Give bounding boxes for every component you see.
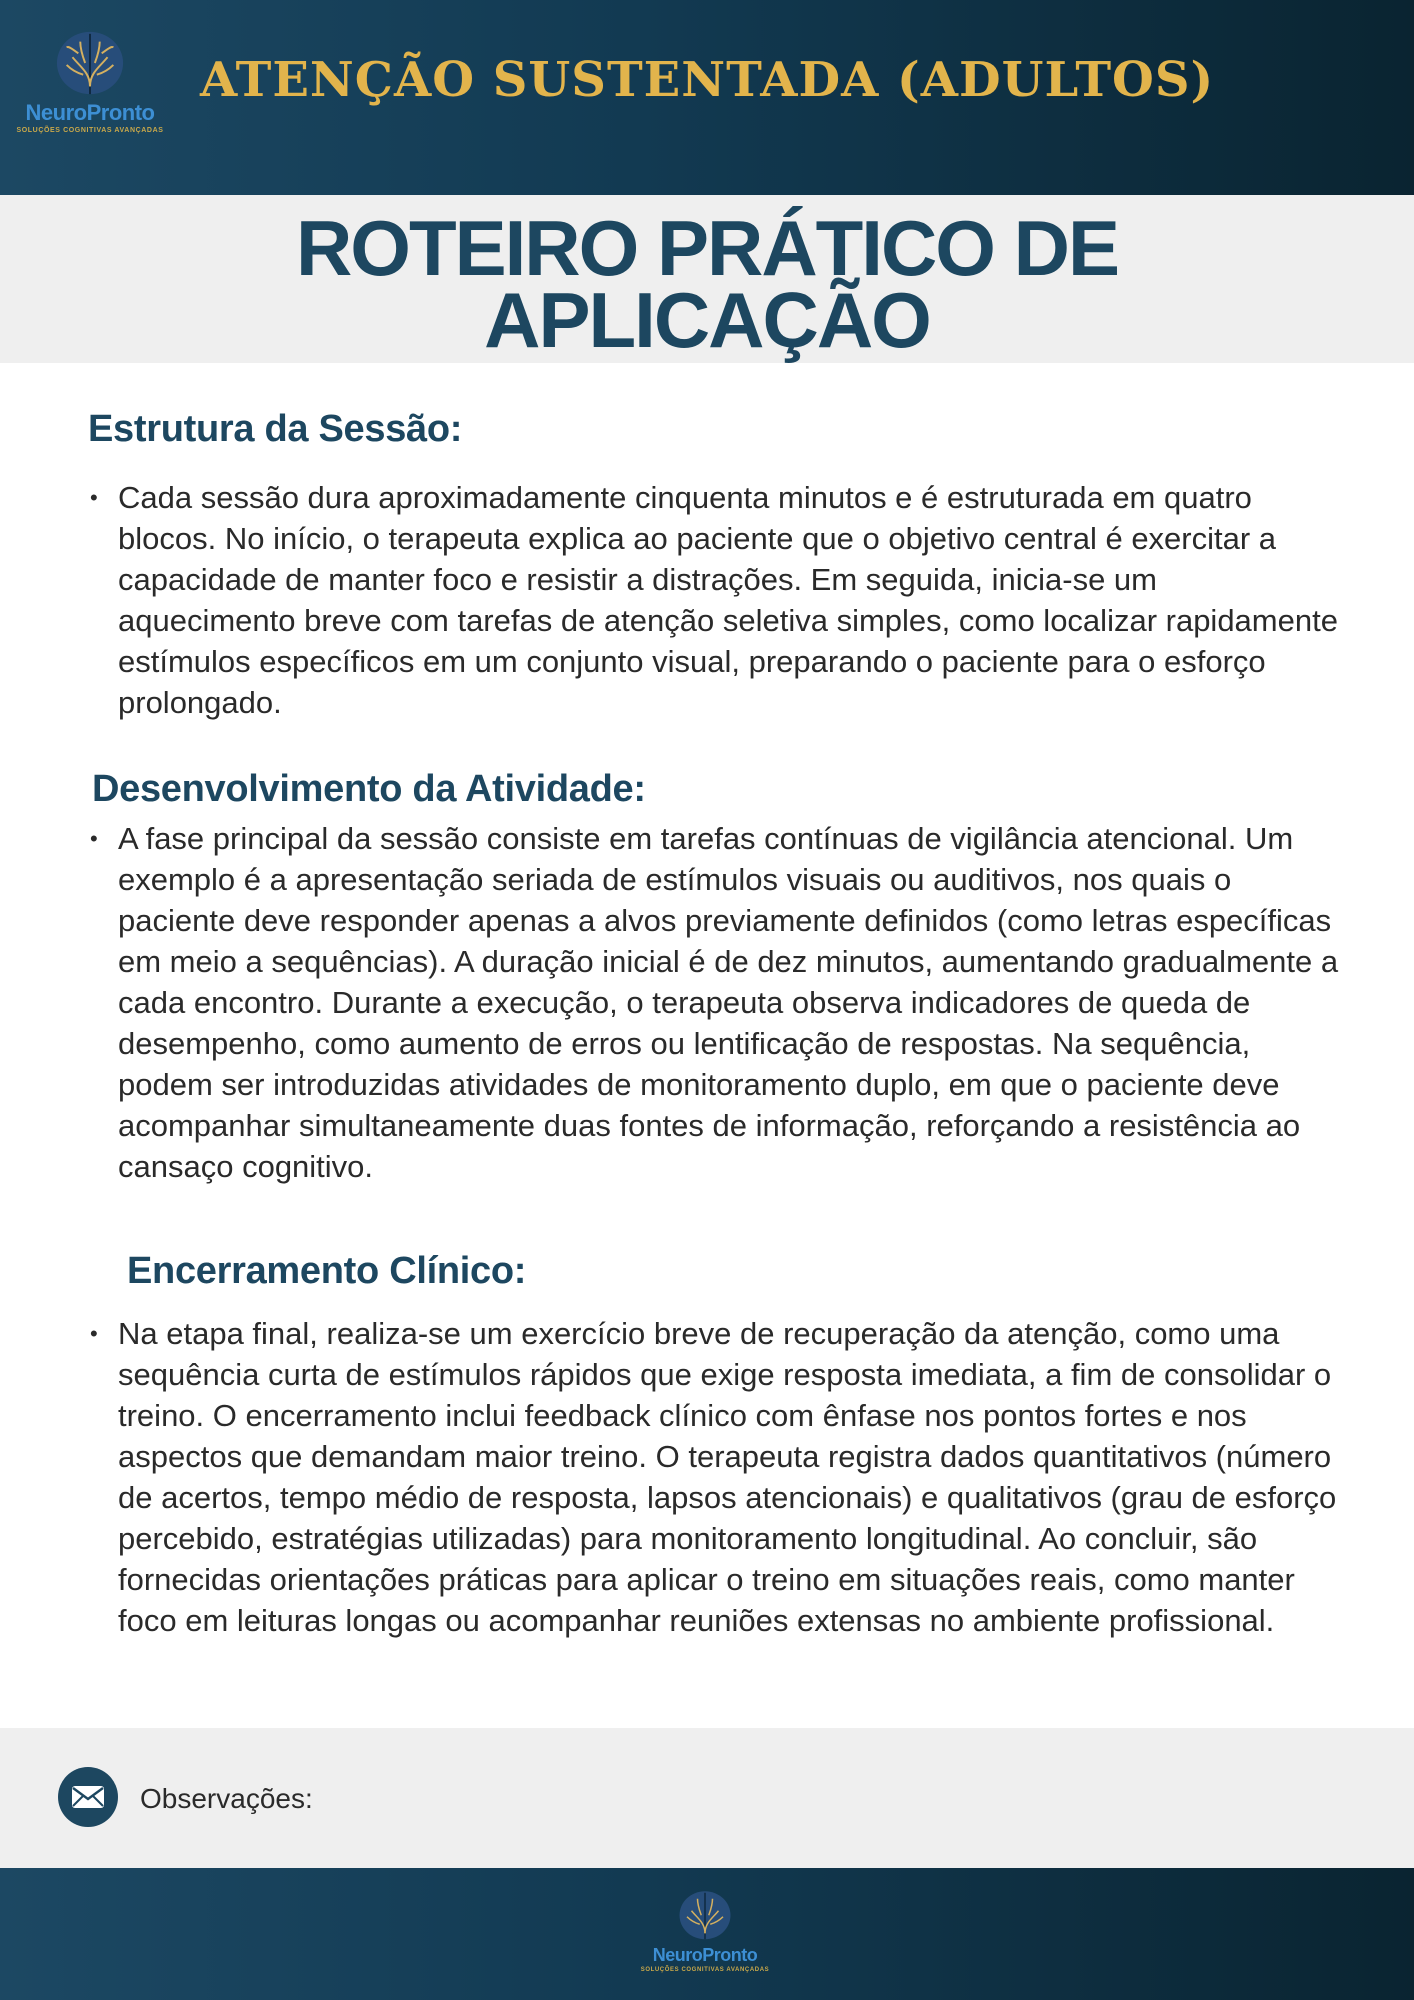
header-logo — [12, 28, 168, 134]
brand-name: NeuroPronto — [25, 100, 155, 125]
brand-tagline: SOLUÇÕES COGNITIVAS AVANÇADAS — [640, 1967, 770, 1973]
section-text-desenvolvimento: • A fase principal da sessão consiste em tarefas contínuas de vigilância atencional. Um exemplo é a apresentação seriada de estímulos visuais ou auditivos, nos quais o paciente deve responder apenas a alvos previamente definidos (como letras específicas em meio a sequências). A duração inicial é de dez minutos, aumentando gradualmente a cada encontro. Durante a execução, o terapeuta observa indicadores de queda de desempenho, como aumento de erros ou lentificação de respostas. Na sequência, podem ser introduzidas atividades de monitoramento duplo, em que o paciente deve acompanhar simultaneamente duas fontes de informação, reforçando a resistência ao cansaço cognitivo. — [90, 818, 1340, 1187]
section-heading-encerramento: Encerramento Clínico: — [127, 1250, 527, 1292]
brain-icon — [675, 1888, 735, 1944]
envelope-glyph — [71, 1785, 105, 1809]
section-heading-desenvolvimento: Desenvolvimento da Atividade: — [92, 768, 646, 810]
page-title-line1: ROTEIRO PRÁTICO DE — [295, 204, 1119, 292]
brand-name: NeuroPronto — [652, 1945, 758, 1965]
brain-icon — [51, 28, 129, 100]
observations-label: Observações: — [140, 1783, 313, 1814]
envelope-icon — [58, 1767, 118, 1827]
section-text-estrutura: • Cada sessão dura aproximadamente cinquenta minutos e é estruturada em quatro blocos. No início, o terapeuta explica ao paciente que o objetivo central é exercitar a capacidade de manter foco e resistir a distrações. Em seguida, inicia-se um aquecimento breve com tarefas de atenção seletiva simples, como localizar rapidamente estímulos específicos em um conjunto visual, preparando o paciente para o esforço prolongado. — [90, 477, 1340, 723]
page-title — [0, 204, 1414, 364]
header-title: ATENÇÃO SUSTENTADA (ADULTOS) — [200, 52, 1215, 108]
section-text-encerramento: • Na etapa final, realiza-se um exercício breve de recuperação da atenção, como uma sequência curta de estímulos rápidos que exige resposta imediata, a fim de consolidar o treino. O encerramento inclui feedback clínico com ênfase nos pontos fortes e nos aspectos que demandam maior treino. O terapeuta registra dados quantitativos (número de acertos, tempo médio de resposta, lapsos atencionais) e qualitativos (grau de esforço percebido, estratégias utilizadas) para monitoramento longitudinal. Ao concluir, são fornecidas orientações práticas para aplicar o treino em situações reais, como manter foco em leituras longas ou acompanhar reuniões extensas no ambiente profissional. — [90, 1313, 1340, 1641]
page-title-line2: APLICAÇÃO — [484, 276, 930, 364]
section-heading-estrutura: Estrutura da Sessão: — [88, 408, 463, 450]
brand-tagline: SOLUÇÕES COGNITIVAS AVANÇADAS — [16, 127, 164, 134]
footer-logo — [630, 1888, 780, 1973]
